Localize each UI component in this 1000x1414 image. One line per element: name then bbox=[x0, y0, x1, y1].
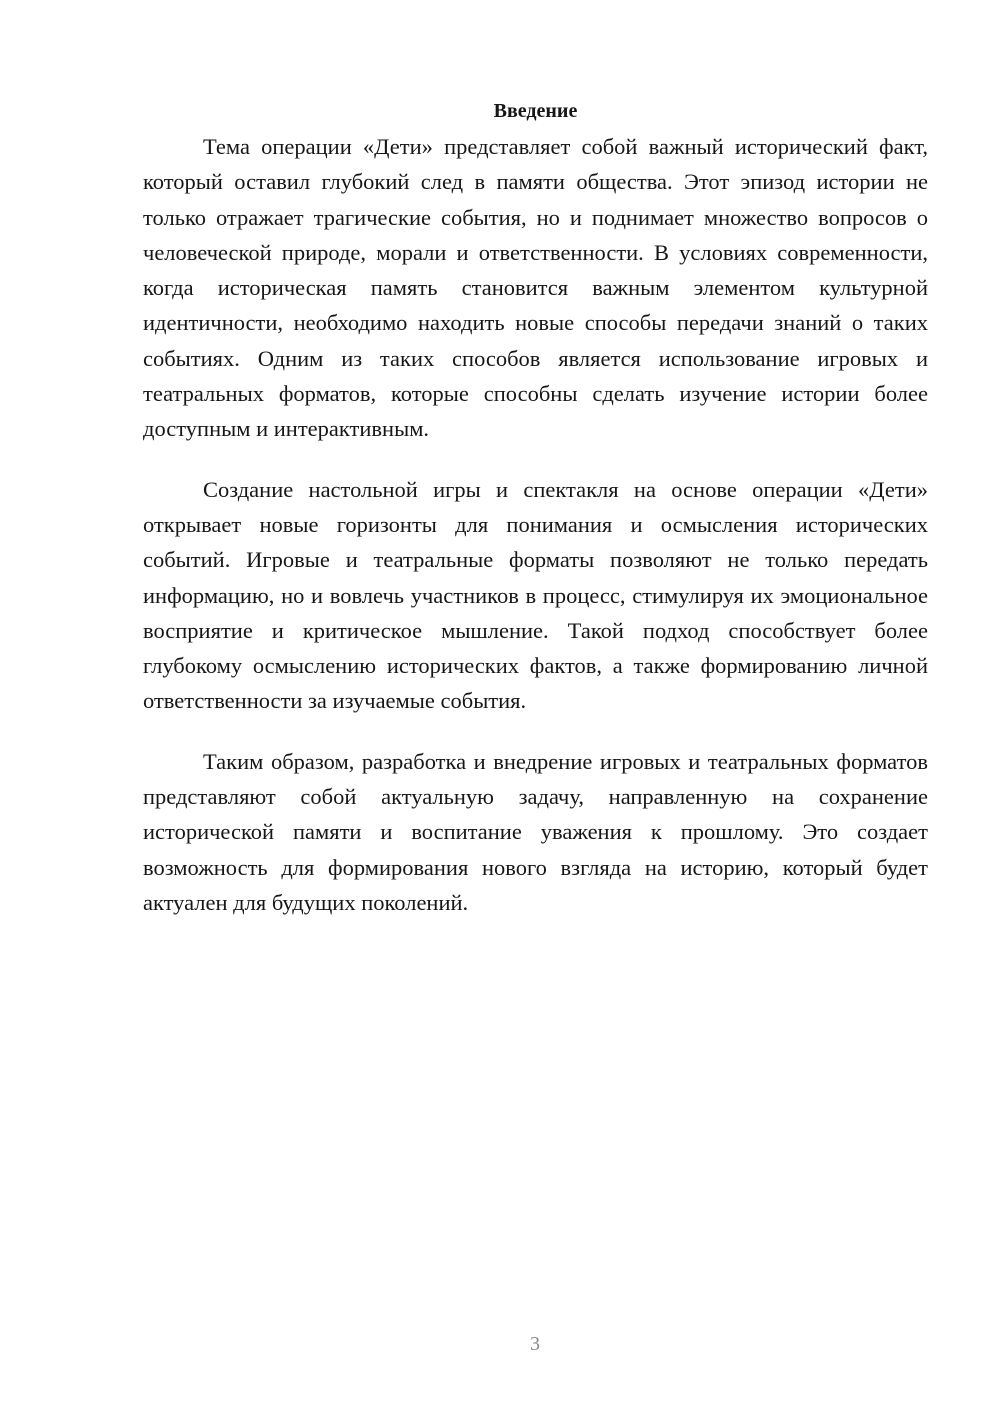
page-number: 3 bbox=[530, 1333, 540, 1355]
paragraph-intro: Тема операции «Дети» представляет собой важный исторический факт, который оставил глубокий след в памяти общества. Этот эпизод истории не только отражает трагические события, но и поднимает множество вопросов о человеческой природе, морали и ответственности. В условиях современности, когда историческая память становится важным элементом культурной идентичности, необходимо находить новые способы передачи знаний о таких событиях. Одним из таких способов является использование игровых и театральных форматов, которые способны сделать изучение истории более доступным и интерактивным. bbox=[143, 134, 928, 442]
section-title: Введение bbox=[493, 100, 578, 122]
page-content bbox=[143, 96, 928, 945]
paragraph-game-and-play: Создание настольной игры и спектакля на основе операции «Дети» открывает новые горизонты для понимания и осмысления исторических событий. Игровые и театральные форматы позволяют не только передать информацию, но и вовлечь участников в процесс, стимулируя их эмоциональное восприятие и критическое мышление. Такой подход способствует более глубокому осмыслению исторических фактов, а также формированию личной ответственности за изучаемые события. bbox=[143, 476, 928, 714]
paragraph-conclusion: Таким образом, разработка и внедрение игровых и театральных форматов представляют собой актуальную задачу, направленную на сохранение исторической памяти и воспитание уважения к прошлому. Это создает возможность для формирования нового взгляда на историю, который будет актуален для будущих поколений. bbox=[143, 748, 928, 915]
